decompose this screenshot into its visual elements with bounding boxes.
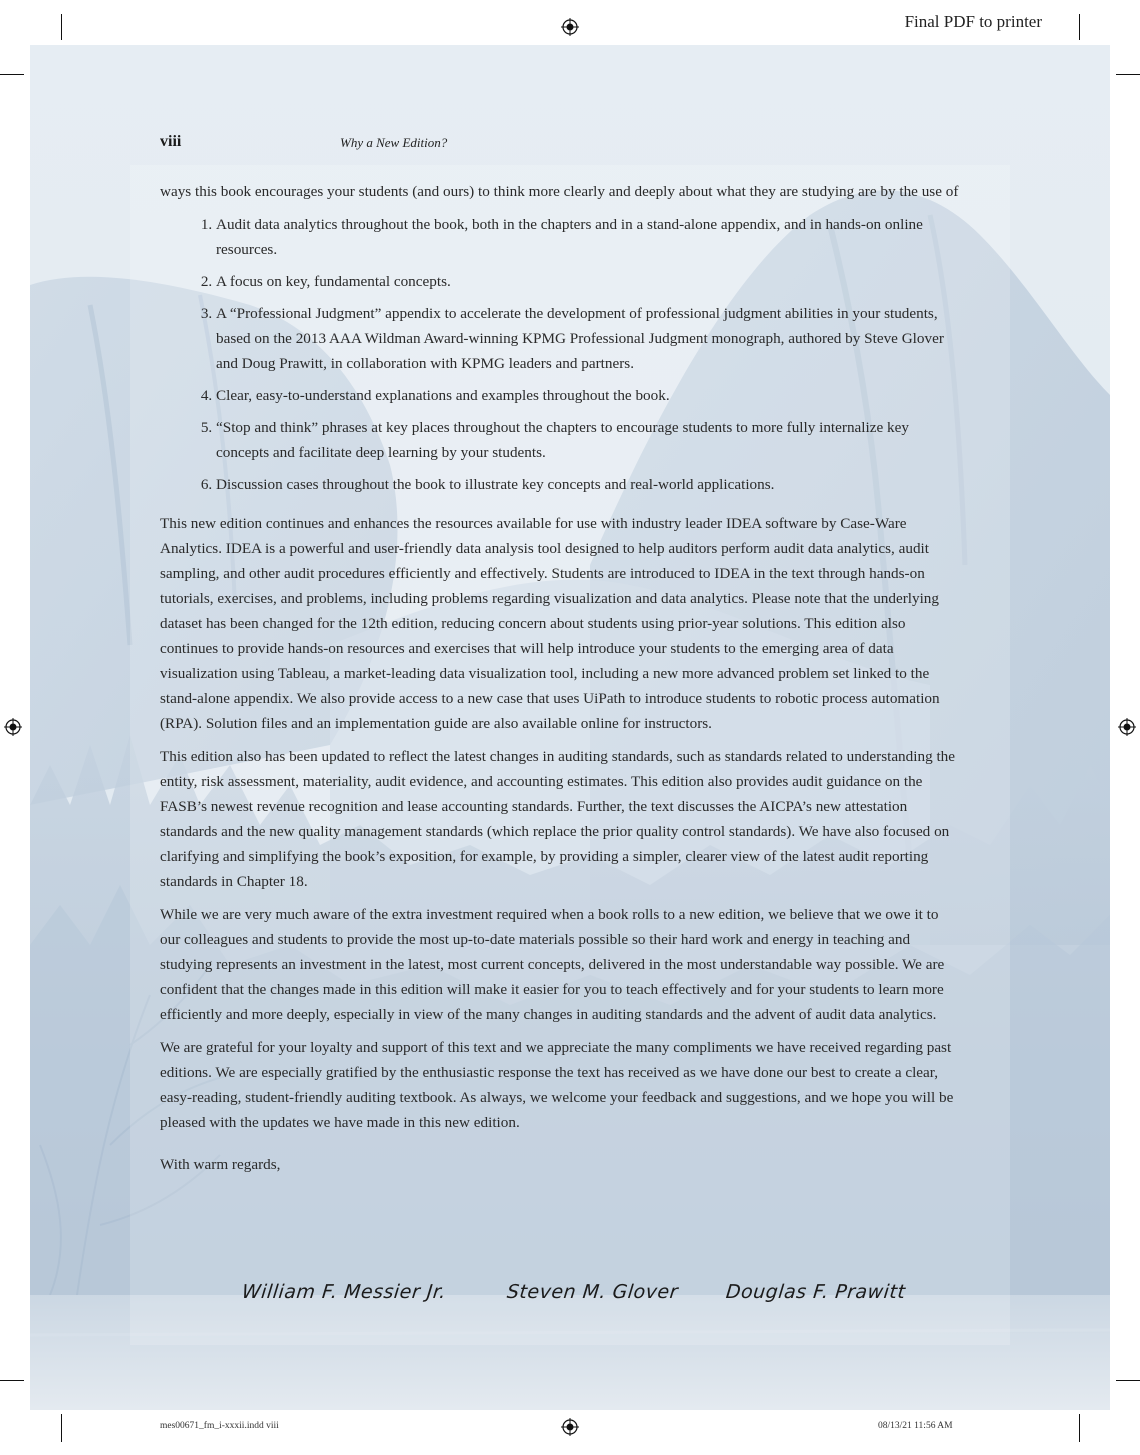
crop-mark <box>1116 1380 1140 1381</box>
paragraph: While we are very much aware of the extra investment required when a book rolls to a new edition, we believe that we owe it to our colleagues and students to provide the most up-to-date materials possible so their hard work and energy in teaching and studying represents an investment in the latest, most current concepts, delivered in the most understandable way possible. We are confident that the changes made in this edition will make it easier for you to teach effectively and for your students to learn more efficiently and more deeply, especially in view of the many changes in auditing standards and the advent of audit data analytics. <box>160 906 945 1023</box>
running-head-title: Why a New Edition? <box>340 135 448 150</box>
printer-slug: Final PDF to printer <box>904 12 1042 31</box>
signature-glover: Steven M. Glover <box>505 1281 680 1303</box>
author-signatures <box>0 1281 1140 1315</box>
crop-mark <box>1079 14 1080 40</box>
signature-prawitt: Douglas F. Prawitt <box>724 1281 907 1303</box>
list-item: 3. A “Professional Judgment” appendix to accelerate the development of professional judgment abilities in your students, based on the 2013 AAA Wildman Award-winning KPMG Professional Judgment monograph, authored by Steve Glover and Doug Prawitt, in collaboration with KPMG leaders and partners. <box>216 301 960 376</box>
print-timestamp: 08/13/21 11:56 AM <box>878 1421 953 1431</box>
registration-mark-icon <box>561 1418 579 1436</box>
crop-mark <box>0 1380 24 1381</box>
list-item: 5. “Stop and think” phrases at key places throughout the chapters to encourage students to more fully internalize key concepts and facilitate deep learning by your students. <box>216 415 960 465</box>
paragraph: We are grateful for your loyalty and support of this text and we appreciate the many compliments we have received regarding past editions. We are especially gratified by the enthusiastic response the text has received as we have done our best to create a clear, easy-reading, student-friendly auditing textbook. As always, we welcome your feedback and suggestions, and we hope you will be pleased with the updates we have made in this new edition. <box>160 1039 954 1131</box>
registration-mark-icon <box>561 18 579 36</box>
registration-mark-icon <box>4 718 22 736</box>
crop-mark <box>61 1414 62 1442</box>
crop-mark <box>61 14 62 40</box>
closing-line: With warm regards, <box>160 1156 281 1173</box>
paragraph: This new edition continues and enhances the resources available for use with industry leader IDEA software by Case-Ware Analytics. IDEA is a powerful and user-friendly data analysis tool designed to help auditors perform audit data analytics, audit sampling, and other audit procedures efficiently and effectively. Students are introduced to IDEA in the text through hands-on tutorials, exercises, and problems, including problems regarding visualization and data analytics. Please note that the underlying dataset has been changed for the 12th edition, reducing concern about students using prior-year solutions. This edition also continues to provide hands-on resources and exercises that will help introduce your students to the emerging area of data visualization using Tableau, a market-leading data visualization tool, including a new more advanced problem set linked to the stand-alone appendix. We also provide access to a new case that uses UiPath to introduce students to robotic process automation (RPA). Solution files and an implementation guide are also available online for instructors. <box>160 515 940 732</box>
page-number: viii <box>160 133 182 150</box>
feature-list <box>160 212 960 497</box>
paragraph: This edition also has been updated to reflect the latest changes in auditing standards, such as standards related to understanding the entity, risk assessment, materiality, audit evidence, and accounting estimates. This edition also provides audit guidance on the FASB’s newest revenue recognition and lease accounting standards. Further, the text discusses the AICPA’s new attestation standards and the new quality management standards (which replace the prior quality control standards). We have also focused on clarifying and simplifying the book’s exposition, for example, by providing a simpler, clearer view of the latest audit reporting standards in Chapter 18. <box>160 748 956 890</box>
file-info: mes00671_fm_i-xxxii.indd viii <box>160 1421 279 1431</box>
crop-mark <box>1116 74 1140 75</box>
list-item: 2. A focus on key, fundamental concepts. <box>216 269 960 294</box>
body-text <box>160 179 960 1185</box>
crop-mark <box>0 74 24 75</box>
signature-messier: William F. Messier Jr. <box>240 1281 448 1303</box>
intro-paragraph: ways this book encourages your students (and ours) to think more clearly and deeply about what they are studying are by the use of <box>160 183 959 200</box>
crop-mark <box>1079 1414 1080 1442</box>
list-item: 4. Clear, easy-to-understand explanations and examples throughout the book. <box>216 383 960 408</box>
list-item: 1. Audit data analytics throughout the book, both in the chapters and in a stand-alone appendix, and in hands-on online resources. <box>216 212 960 262</box>
list-item: 6. Discussion cases throughout the book to illustrate key concepts and real-world applications. <box>216 472 960 497</box>
registration-mark-icon <box>1118 718 1136 736</box>
